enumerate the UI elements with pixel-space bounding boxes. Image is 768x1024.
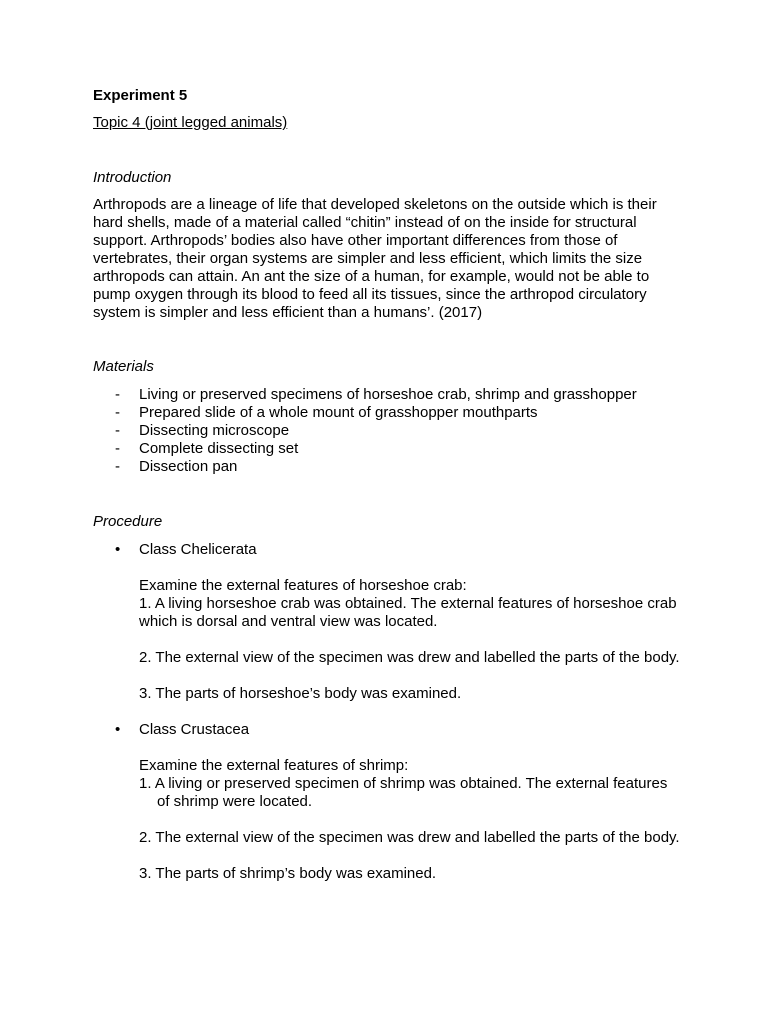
procedure-step: 3. The parts of horseshoe’s body was examined. bbox=[139, 685, 462, 702]
materials-item-text: Dissecting microscope bbox=[139, 422, 290, 439]
materials-item-text: Prepared slide of a whole mount of grasshopper mouthparts bbox=[139, 404, 538, 421]
dash-marker: - bbox=[115, 440, 120, 457]
bullet-marker: • bbox=[115, 541, 121, 558]
dash-marker: - bbox=[115, 422, 120, 439]
procedure-class-chelicerata bbox=[93, 541, 683, 703]
materials-item-text: Dissection pan bbox=[139, 458, 238, 475]
procedure-step: 1. A living horseshoe crab was obtained. The external features of horseshoe crab which is dorsal and ventral view was located. bbox=[139, 595, 677, 630]
document-page bbox=[93, 87, 683, 883]
materials-item-text: Complete dissecting set bbox=[139, 440, 299, 457]
introduction-heading: Introduction bbox=[93, 169, 172, 186]
materials-item bbox=[93, 440, 683, 458]
introduction-text: Arthropods are a lineage of life that developed skeletons on the outside which is their hard shells, made of a material called “chitin” instead of on the inside for structural support. Arthropods’ bodies also have other important differences from those of vertebrates, their organ systems are simpler and less efficient, which limits the size arthropods can attain. An ant the size of a human, for example, would not be able to pump oxygen through its blood to feed all its tissues, since the arthropod circulatory system is simpler and less efficient than a humans’. (2017) bbox=[93, 196, 657, 321]
dash-marker: - bbox=[115, 458, 120, 475]
class-heading-row bbox=[93, 541, 683, 559]
class-intro: Examine the external features of horseshoe crab: bbox=[139, 577, 467, 594]
document-topic: Topic 4 (joint legged animals) bbox=[93, 114, 288, 131]
document-title: Experiment 5 bbox=[93, 87, 188, 104]
materials-item bbox=[93, 458, 683, 476]
materials-item-text: Living or preserved specimens of horseshoe crab, shrimp and grasshopper bbox=[139, 386, 637, 403]
materials-list bbox=[93, 386, 683, 476]
materials-item bbox=[93, 404, 683, 422]
procedure-step: 3. The parts of shrimp’s body was examined. bbox=[139, 865, 437, 882]
procedure-heading: Procedure bbox=[93, 513, 163, 530]
class-heading-row bbox=[93, 721, 683, 739]
class-name: Class Chelicerata bbox=[139, 541, 257, 558]
procedure-step: 1. A living or preserved specimen of shrimp was obtained. The external features of shrimp were located. bbox=[139, 775, 668, 810]
procedure-step: 2. The external view of the specimen was drew and labelled the parts of the body. bbox=[139, 829, 680, 846]
class-intro: Examine the external features of shrimp: bbox=[139, 757, 409, 774]
procedure-class-crustacea bbox=[93, 721, 683, 883]
materials-item bbox=[93, 386, 683, 404]
class-name: Class Crustacea bbox=[139, 721, 250, 738]
materials-heading: Materials bbox=[93, 358, 154, 375]
materials-item bbox=[93, 422, 683, 440]
class-steps bbox=[93, 739, 683, 883]
bullet-marker: • bbox=[115, 721, 121, 738]
dash-marker: - bbox=[115, 386, 120, 403]
dash-marker: - bbox=[115, 404, 120, 421]
procedure-step: 2. The external view of the specimen was drew and labelled the parts of the body. bbox=[139, 649, 680, 666]
class-steps bbox=[93, 559, 683, 703]
